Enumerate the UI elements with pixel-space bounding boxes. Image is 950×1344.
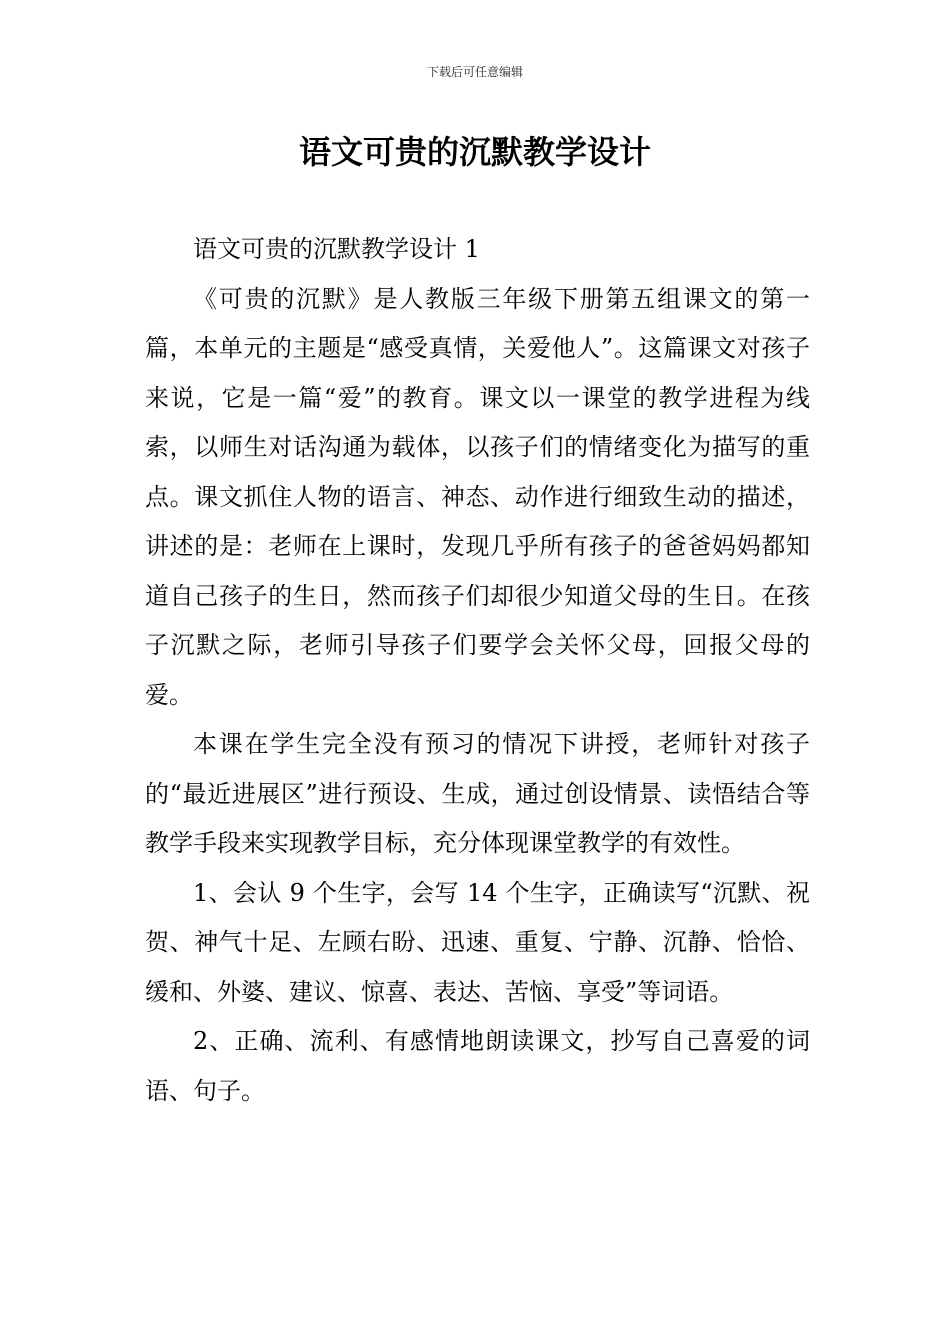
- intro-paragraph: 《可贵的沉默》是人教版三年级下册第五组课文的第一篇，本单元的主题是“感受真情，关爱他人”。这篇课文对孩子来说，它是一篇“爱”的教育。课文以一课堂的教学进程为线索，以师生对话沟通为载体，以孩子们的情绪变化为描写的重点。课文抓住人物的语言、神态、动作进行细致生动的描述，讲述的是：老师在上课时，发现几乎所有孩子的爸爸妈妈都知道自己孩子的生日，然而孩子们却很少知道父母的生日。在孩子沉默之际，老师引导孩子们要学会关怀父母，回报父母的爱。: [145, 284, 810, 709]
- goal-paragraph-1: 1、会认 9 个生字，会写 14 个生字，正确读写“沉默、祝贺、神气十足、左顾右盼、迅速、重复、宁静、沉静、恰恰、缓和、外婆、建议、惊喜、表达、苦恼、享受”等词语。: [145, 878, 810, 1006]
- document-body: [145, 225, 810, 1116]
- goal-paragraph-2: 2、正确、流利、有感情地朗读课文，抄写自己喜爱的词语、句子。: [145, 1027, 810, 1105]
- document-title: 语文可贵的沉默教学设计: [298, 133, 651, 171]
- method-paragraph: 本课在学生完全没有预习的情况下讲授，老师针对孩子的“最近进展区”进行预设、生成，通过创设情景、读悟结合等教学手段来实现教学目标，充分体现课堂教学的有效性。: [145, 730, 810, 857]
- subtitle-paragraph: 语文可贵的沉默教学设计 1: [193, 235, 480, 263]
- header-note: 下载后可任意编辑: [426, 65, 523, 79]
